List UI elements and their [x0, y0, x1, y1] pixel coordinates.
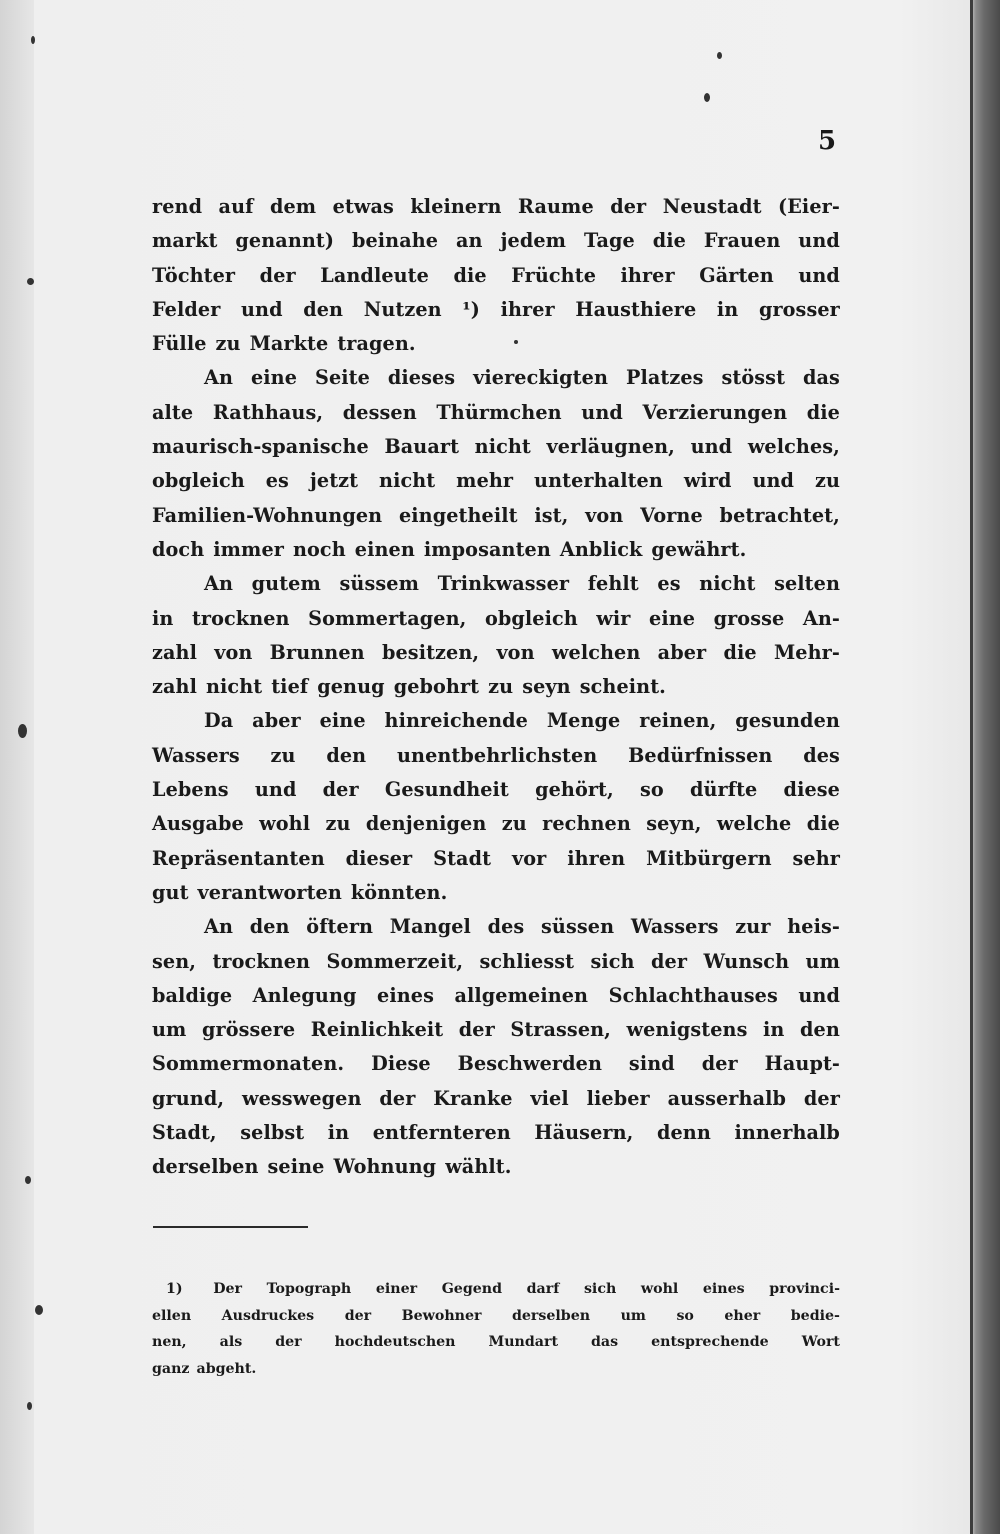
- text-line: sen, trocknen Sommerzeit, schliesst sich der Wunsch um: [152, 949, 840, 973]
- text-line: maurisch-spanische Bauart nicht verläugnen, und welches,: [152, 435, 840, 459]
- text-line: Familien-Wohnungen eingetheilt ist, von Vorne betrachtet,: [152, 503, 840, 527]
- text-line: An gutem süssem Trinkwasser fehlt es nicht selten: [204, 572, 840, 596]
- text-line: gut verantworten könnten.: [152, 880, 448, 904]
- text-line: Repräsentanten dieser Stadt vor ihren Mitbürgern sehr: [152, 846, 840, 870]
- text-line: zahl nicht tief genug gebohrt zu seyn scheint.: [152, 675, 666, 699]
- ink-speck: [31, 36, 35, 44]
- footnote-line: ellen Ausdruckes der Bewohner derselben um so eher bedie-: [152, 1307, 840, 1324]
- text-line: grund, wesswegen der Kranke viel lieber ausserhalb der: [152, 1086, 840, 1110]
- text-line: Lebens und der Gesundheit gehört, so dürfte diese: [152, 778, 840, 802]
- text-line: obgleich es jetzt nicht mehr unterhalten wird und zu: [152, 469, 840, 493]
- text-line: in trocknen Sommertagen, obgleich wir eine grosse An-: [152, 606, 840, 630]
- text-line: Töchter der Landleute die Früchte ihrer Gärten und: [152, 263, 840, 287]
- footnote-line: nen, als der hochdeutschen Mundart das entsprechende Wort: [152, 1334, 840, 1351]
- footnote-line: ganz abgeht.: [152, 1361, 257, 1378]
- text-line: zahl von Brunnen besitzen, von welchen aber die Mehr-: [152, 640, 840, 664]
- page-left-margin: [0, 0, 34, 1534]
- text-line: Fülle zu Markte tragen.: [152, 332, 416, 356]
- text-line: Sommermonaten. Diese Beschwerden sind der Haupt-: [152, 1052, 840, 1076]
- ink-speck: [18, 724, 27, 738]
- ink-speck: [717, 52, 722, 59]
- paragraph: [152, 704, 840, 910]
- paragraph: [152, 567, 840, 704]
- text-line: rend auf dem etwas kleinern Raume der Neustadt (Eier-: [152, 195, 840, 218]
- footnote-marker: 1): [166, 1281, 183, 1297]
- binding-shadow-line: [970, 0, 973, 1534]
- text-line: doch immer noch einen imposanten Anblick gewährt.: [152, 537, 747, 561]
- ink-speck: [25, 1176, 31, 1184]
- text-line: alte Rathhaus, dessen Thürmchen und Verzierungen die: [152, 400, 840, 424]
- ink-speck: [27, 278, 34, 285]
- body-text: [152, 190, 840, 1185]
- text-line: markt genannt) beinahe an jedem Tage die Frauen und: [152, 229, 840, 253]
- footnote-separator: [153, 1226, 308, 1228]
- page-number: 5: [818, 126, 837, 156]
- paragraph: [152, 910, 840, 1184]
- ink-speck: [35, 1305, 43, 1315]
- text-line: Stadt, selbst in entfernteren Häusern, denn innerhalb: [152, 1121, 840, 1145]
- footnote-line: 1) Der Topograph einer Gegend darf sich wohl eines provinci-: [152, 1276, 840, 1303]
- text-line: Da aber eine hinreichende Menge reinen, gesunden: [204, 709, 840, 733]
- text-line: Wassers zu den unentbehrlichsten Bedürfnissen des: [152, 743, 840, 767]
- text-line: Ausgabe wohl zu denjenigen zu rechnen seyn, welche die: [152, 812, 840, 836]
- ink-speck: [704, 93, 710, 102]
- book-binding-edge: [970, 0, 1000, 1534]
- text-line: Felder und den Nutzen ¹) ihrer Hausthiere in grosser: [152, 297, 840, 321]
- text-line: An eine Seite dieses viereckigten Platzes stösst das: [204, 366, 840, 390]
- footnote: [152, 1276, 840, 1383]
- text-line: derselben seine Wohnung wählt.: [152, 1155, 512, 1179]
- text-line: baldige Anlegung eines allgemeinen Schlachthauses und: [152, 983, 840, 1007]
- paragraph: [152, 190, 840, 361]
- ink-speck: [27, 1402, 32, 1410]
- text-line: um grössere Reinlichkeit der Strassen, wenigstens in den: [152, 1018, 840, 1042]
- paragraph: [152, 361, 840, 567]
- text-line: An den öftern Mangel des süssen Wassers zur heis-: [204, 915, 840, 939]
